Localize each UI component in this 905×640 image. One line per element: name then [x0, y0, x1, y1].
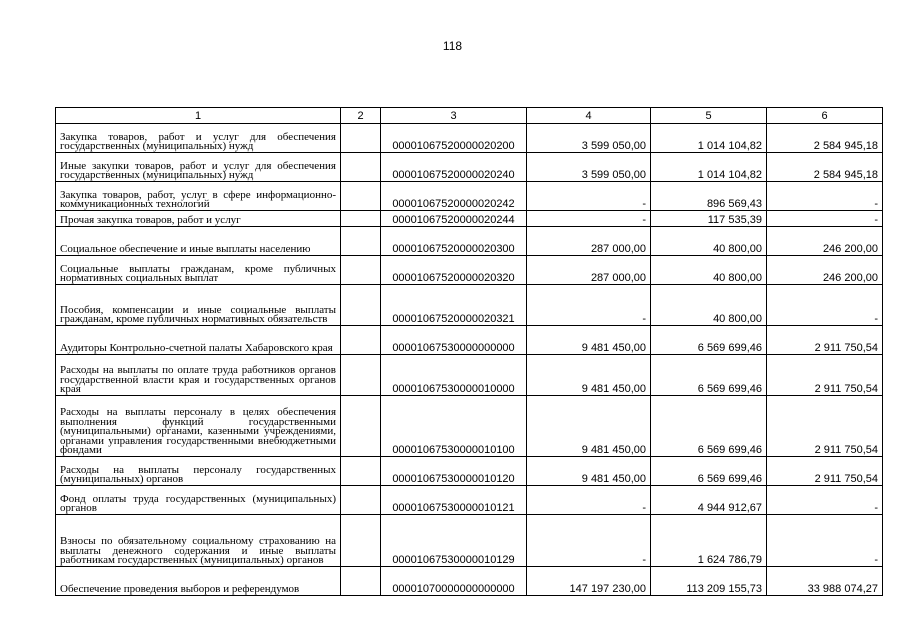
row-value-5: 1 014 104,82 — [651, 124, 767, 153]
table-row — [56, 124, 883, 153]
page-number: 118 — [442, 39, 463, 53]
row-code: 00001067520000020300 — [381, 227, 527, 256]
row-value-5: 1 014 104,82 — [651, 153, 767, 182]
row-name: Социальное обеспечение и иные выплаты населению — [56, 227, 341, 256]
table-row — [56, 355, 883, 396]
table-row — [56, 285, 883, 326]
row-value-5: 40 800,00 — [651, 285, 767, 326]
row-value-4: 9 481 450,00 — [527, 355, 651, 396]
row-col2 — [341, 227, 381, 256]
row-value-5: 117 535,39 — [651, 211, 767, 227]
row-value-6: - — [767, 211, 883, 227]
row-name: Иные закупки товаров, работ и услуг для обеспечения государственных (муниципальных) нужд — [56, 153, 341, 182]
row-value-6: 33 988 074,27 — [767, 567, 883, 596]
row-value-6: - — [767, 486, 883, 515]
table-row — [56, 515, 883, 567]
table-row — [56, 396, 883, 457]
row-value-6: 2 911 750,54 — [767, 396, 883, 457]
row-value-6: - — [767, 285, 883, 326]
row-value-5: 6 569 699,46 — [651, 457, 767, 486]
row-col2 — [341, 567, 381, 596]
row-value-6: 2 584 945,18 — [767, 124, 883, 153]
row-value-4: - — [527, 211, 651, 227]
row-col2 — [341, 355, 381, 396]
table-row — [56, 227, 883, 256]
row-value-5: 6 569 699,46 — [651, 326, 767, 355]
column-header: 1 — [56, 108, 341, 124]
row-col2 — [341, 285, 381, 326]
row-value-5: 113 209 155,73 — [651, 567, 767, 596]
row-value-5: 896 569,43 — [651, 182, 767, 211]
row-name: Пособия, компенсации и иные социальные выплаты гражданам, кроме публичных нормативных обязательств — [56, 285, 341, 326]
row-col2 — [341, 457, 381, 486]
row-code: 00001067530000010000 — [381, 355, 527, 396]
row-code: 00001067520000020200 — [381, 124, 527, 153]
row-code: 00001067520000020244 — [381, 211, 527, 227]
row-code: 00001067520000020242 — [381, 182, 527, 211]
row-value-6: 246 200,00 — [767, 227, 883, 256]
row-name: Закупка товаров, работ и услуг для обеспечения государственных (муниципальных) нужд — [56, 124, 341, 153]
column-header: 5 — [651, 108, 767, 124]
row-col2 — [341, 182, 381, 211]
table-row — [56, 256, 883, 285]
row-name: Расходы на выплаты по оплате труда работников органов государственной власти края и государственных органов края — [56, 355, 341, 396]
row-value-4: 147 197 230,00 — [527, 567, 651, 596]
row-name: Фонд оплаты труда государственных (муниципальных) органов — [56, 486, 341, 515]
row-value-4: - — [527, 182, 651, 211]
row-code: 00001070000000000000 — [381, 567, 527, 596]
row-value-4: 9 481 450,00 — [527, 396, 651, 457]
row-value-4: 287 000,00 — [527, 256, 651, 285]
row-value-6: - — [767, 515, 883, 567]
table-row — [56, 457, 883, 486]
column-header: 2 — [341, 108, 381, 124]
budget-table — [55, 107, 883, 596]
row-value-4: 9 481 450,00 — [527, 326, 651, 355]
row-value-5: 6 569 699,46 — [651, 396, 767, 457]
row-name: Расходы на выплаты персоналу в целях обеспечения выполнения функций государственными (муниципальными) органами, казенными учреждениями, органами управления государственными внебюджетными фондами — [56, 396, 341, 457]
row-col2 — [341, 153, 381, 182]
row-col2 — [341, 124, 381, 153]
row-value-6: 246 200,00 — [767, 256, 883, 285]
row-value-5: 6 569 699,46 — [651, 355, 767, 396]
column-header: 6 — [767, 108, 883, 124]
row-value-5: 1 624 786,79 — [651, 515, 767, 567]
row-value-6: 2 584 945,18 — [767, 153, 883, 182]
row-name: Прочая закупка товаров, работ и услуг — [56, 211, 341, 227]
row-code: 00001067530000010120 — [381, 457, 527, 486]
row-value-4: - — [527, 285, 651, 326]
row-name: Социальные выплаты гражданам, кроме публичных нормативных социальных выплат — [56, 256, 341, 285]
row-code: 00001067520000020320 — [381, 256, 527, 285]
table-header-row — [56, 108, 883, 124]
row-col2 — [341, 211, 381, 227]
row-col2 — [341, 256, 381, 285]
table-row — [56, 182, 883, 211]
row-col2 — [341, 486, 381, 515]
table-row — [56, 486, 883, 515]
row-value-6: 2 911 750,54 — [767, 326, 883, 355]
row-value-6: - — [767, 182, 883, 211]
table-row — [56, 326, 883, 355]
row-name: Аудиторы Контрольно-счетной палаты Хабаровского края — [56, 326, 341, 355]
row-col2 — [341, 515, 381, 567]
column-header: 4 — [527, 108, 651, 124]
table-body — [56, 124, 883, 596]
row-name: Взносы по обязательному социальному страхованию на выплаты денежного содержания и иные выплаты работникам государственных (муниципальных) органов — [56, 515, 341, 567]
row-code: 00001067530000010100 — [381, 396, 527, 457]
row-value-5: 4 944 912,67 — [651, 486, 767, 515]
row-value-6: 2 911 750,54 — [767, 355, 883, 396]
table-row — [56, 153, 883, 182]
row-value-4: - — [527, 515, 651, 567]
row-code: 00001067530000000000 — [381, 326, 527, 355]
row-value-5: 40 800,00 — [651, 256, 767, 285]
table-row — [56, 211, 883, 227]
row-col2 — [341, 326, 381, 355]
row-code: 00001067530000010121 — [381, 486, 527, 515]
column-header: 3 — [381, 108, 527, 124]
table-row — [56, 567, 883, 596]
row-code: 00001067530000010129 — [381, 515, 527, 567]
row-name: Закупка товаров, работ, услуг в сфере информационно-коммуникационных технологий — [56, 182, 341, 211]
row-value-4: - — [527, 486, 651, 515]
row-value-4: 287 000,00 — [527, 227, 651, 256]
row-name: Обеспечение проведения выборов и референдумов — [56, 567, 341, 596]
row-value-6: 2 911 750,54 — [767, 457, 883, 486]
row-code: 00001067520000020240 — [381, 153, 527, 182]
row-value-4: 9 481 450,00 — [527, 457, 651, 486]
row-name: Расходы на выплаты персоналу государственных (муниципальных) органов — [56, 457, 341, 486]
row-value-4: 3 599 050,00 — [527, 124, 651, 153]
row-col2 — [341, 396, 381, 457]
row-value-5: 40 800,00 — [651, 227, 767, 256]
row-value-4: 3 599 050,00 — [527, 153, 651, 182]
row-code: 00001067520000020321 — [381, 285, 527, 326]
